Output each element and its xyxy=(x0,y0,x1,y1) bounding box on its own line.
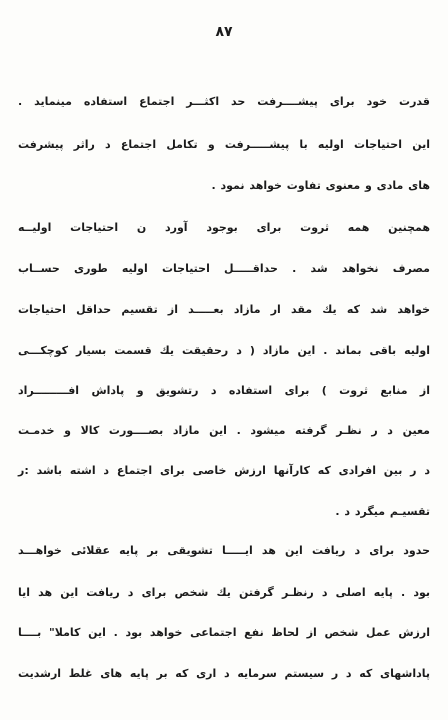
text-line: بود . پایه اصلی د رنظـر گرفتن یك شخص برای د ریافت این هد ایا xyxy=(18,586,430,599)
text-line: د ر بین افرادی که کارآنها ارزش خاصی برای اجتماع د اشته باشد :ر xyxy=(18,464,430,477)
text-line: ارزش عمل شخص از لحاظ نفع اجتماعی خواهد بود . این کاملا" بــــا xyxy=(18,626,430,639)
text-line: تقسیـم میگرد د . xyxy=(335,505,430,518)
text-line: پاداشهای که د ر سیستم سرمایه د اری که بر پایه های غلط ارشدیت xyxy=(18,667,430,680)
text-line: این احتیاجات اولیه با پیشـــــرفت و تکامل اجتماع د راثر پیشرفت xyxy=(18,138,430,151)
text-line: از منابع ثروت ) برای استفاده د رتشویق و پاداش افـــــــــراد xyxy=(18,384,430,397)
text-line: خواهد شد که یك مقد ار مازاد بعـــــد از تقسیم حداقل احتیاجات xyxy=(18,303,430,316)
text-line: معین د ر نظـر گرفته میشود . این مازاد بصــــورت کالا و خدمـت xyxy=(18,424,430,437)
text-line: های مادی و معنوی تفاوت خواهد نمود . xyxy=(211,179,430,192)
text-line: اولیه باقی بماند . این مازاد ( د رحقیقت یك قسمت بسیار کوچکـــی xyxy=(18,344,430,357)
text-line: همچنین همه ثروت برای بوجود آورد ن احتیاجات اولیــه xyxy=(18,221,430,234)
text-line: حدود برای د ریافت این هد ایـــــا تشویقی بر پایه عقلائی خواهـــد xyxy=(18,544,430,557)
page-number: ۸۷ xyxy=(215,24,233,40)
text-line: مصرف نخواهد شد . حداقـــــل احتیاجات اولیه طوری حســاب xyxy=(18,262,430,275)
text-line: قدرت خود برای پیشــــرفت حد اکثـــر اجتماع استفاده مینماید . xyxy=(18,95,430,108)
